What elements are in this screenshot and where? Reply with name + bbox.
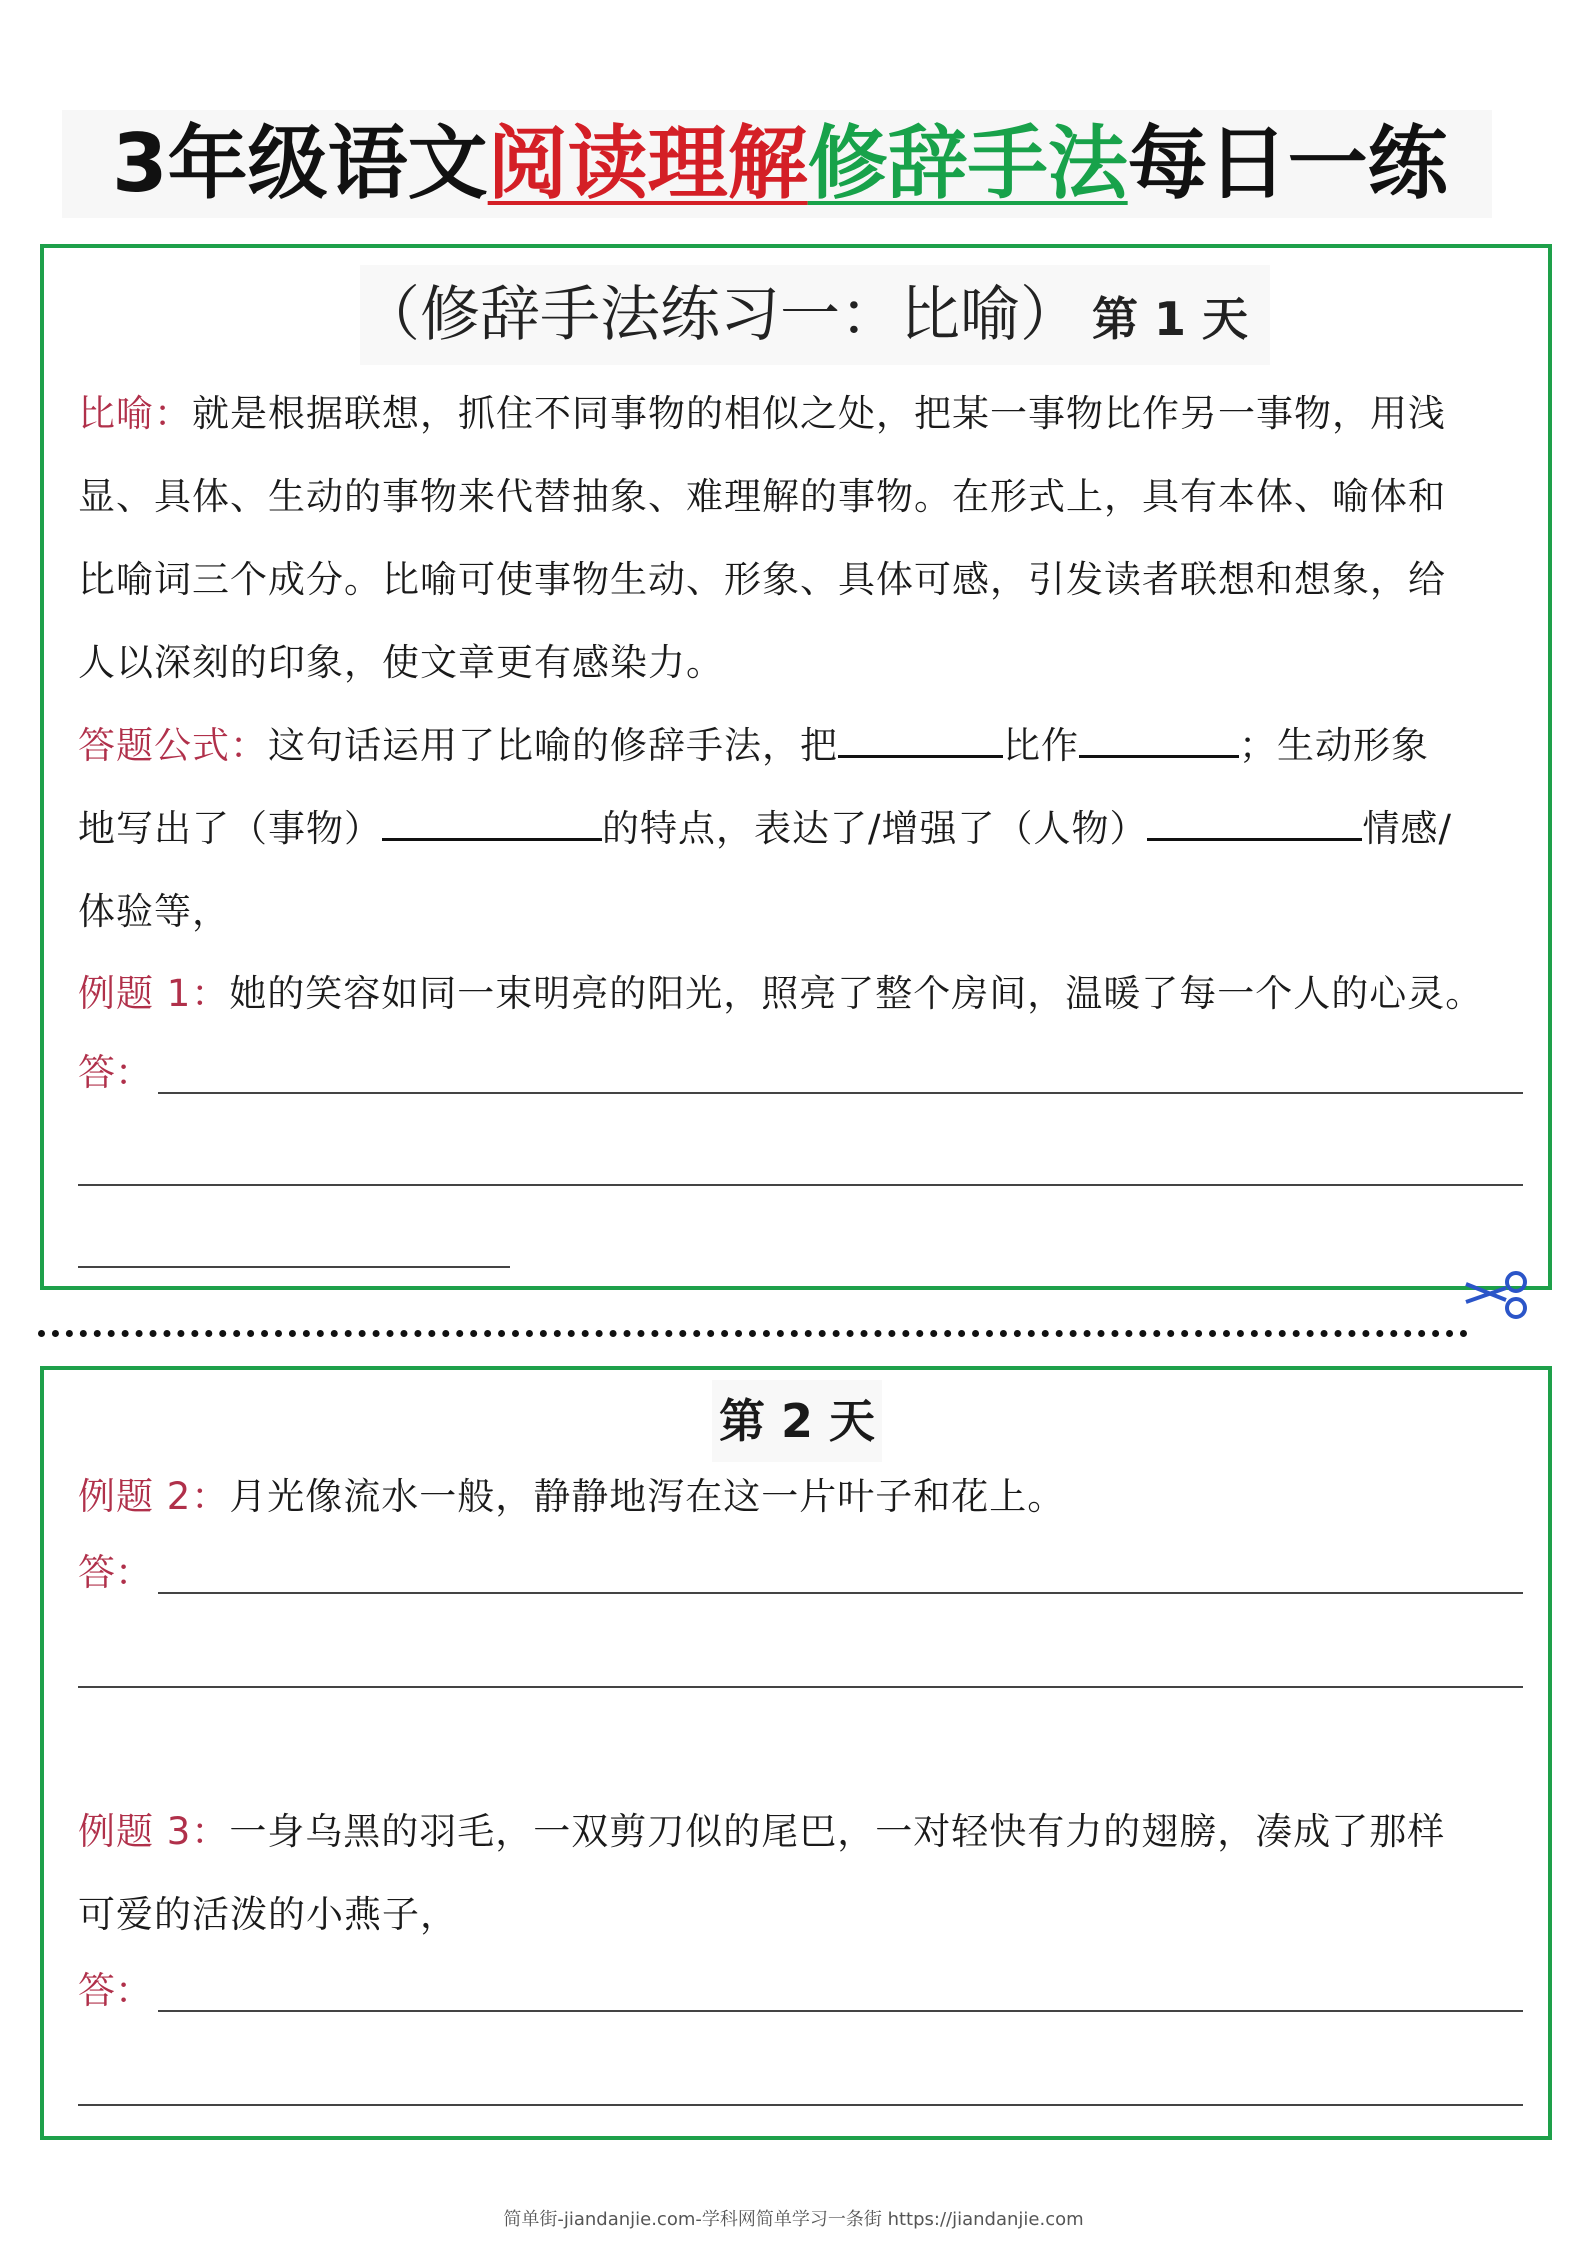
answer-line-6[interactable] [158,2010,1523,2012]
answer-line-1[interactable] [158,1092,1523,1094]
formula-text-g: 体验等， [78,890,230,933]
answer-label-3: 答： [78,1969,152,2012]
formula-paragraph [78,704,1518,953]
answer-line-7[interactable] [78,2104,1523,2106]
example-1-label: 例题 1： [78,972,230,1015]
example-3 [78,1790,1518,1956]
day-1-label: 第 1 天 [1092,292,1249,346]
example-3-label: 例题 3： [78,1810,230,1853]
formula-blank-4[interactable] [1147,804,1362,841]
example-2-label: 例题 2： [78,1475,230,1518]
title-rhetoric: 修辞手法 [807,117,1128,210]
example-3-line-1: 一身乌黑的羽毛，一双剪刀似的尾巴，一对轻快有力的翅膀，凑成了那样 [229,1810,1446,1853]
answer-line-5[interactable] [78,1686,1523,1688]
section-heading-text: （修辞手法练习一：比喻） [360,280,1080,350]
footer-text: 简单街-jiandanjie.com-学科网简单学习一条街 https://jiandanjie.com [503,2209,1084,2230]
formula-text-f: 情感/ [1362,807,1452,850]
title-daily: 每日一练 [1127,117,1448,210]
example-1 [78,952,1518,1035]
answer-row-1 [78,1052,1523,1102]
scissors-icon [1462,1266,1534,1326]
definition-line-2: 显、具体、生动的事物来代替抽象、难理解的事物。在形式上，具有本体、喻体和 [78,475,1446,518]
definition-paragraph [78,372,1518,704]
answer-line-3[interactable] [78,1266,510,1268]
definition-line-1: 就是根据联想，抓住不同事物的相似之处，把某一事物比作另一事物，用浅 [192,392,1446,435]
formula-text-c: ；生动形象 [1239,724,1429,767]
definition-line-4: 人以深刻的印象，使文章更有感染力。 [78,641,724,684]
definition-label: 比喻： [78,392,192,435]
formula-text-e: 的特点，表达了/增强了（人物） [602,807,1148,850]
cut-dotted-line [38,1330,1468,1337]
answer-line-4[interactable] [158,1592,1523,1594]
section-heading [360,265,1270,365]
formula-blank-3[interactable] [382,804,602,841]
formula-text-b: 比作 [1003,724,1079,767]
formula-label: 答题公式： [78,724,268,767]
formula-text-a: 这句话运用了比喻的修辞手法，把 [268,724,838,767]
answer-label-2: 答： [78,1551,152,1594]
title-reading: 阅读理解 [487,117,808,210]
answer-line-2[interactable] [78,1184,1523,1186]
title-grade: 3年级语文 [112,117,488,210]
example-2-text: 月光像流水一般，静静地泻在这一片叶子和花上。 [229,1475,1066,1518]
example-1-text: 她的笑容如同一束明亮的阳光，照亮了整个房间，温暖了每一个人的心灵。 [229,972,1484,1015]
day-2-label: 第 2 天 [712,1380,882,1462]
formula-blank-2[interactable] [1079,721,1239,758]
formula-blank-1[interactable] [838,721,1003,758]
answer-row-2 [78,1552,1523,1602]
answer-label-1: 答： [78,1051,152,1094]
example-3-line-2: 可爱的活泼的小燕子， [78,1893,458,1936]
answer-row-3 [78,1970,1523,2020]
definition-line-3: 比喻词三个成分。比喻可使事物生动、形象、具体可感，引发读者联想和想象，给 [78,558,1446,601]
page-title [62,110,1492,218]
formula-text-d: 地写出了（事物） [78,807,382,850]
example-2 [78,1455,1518,1538]
